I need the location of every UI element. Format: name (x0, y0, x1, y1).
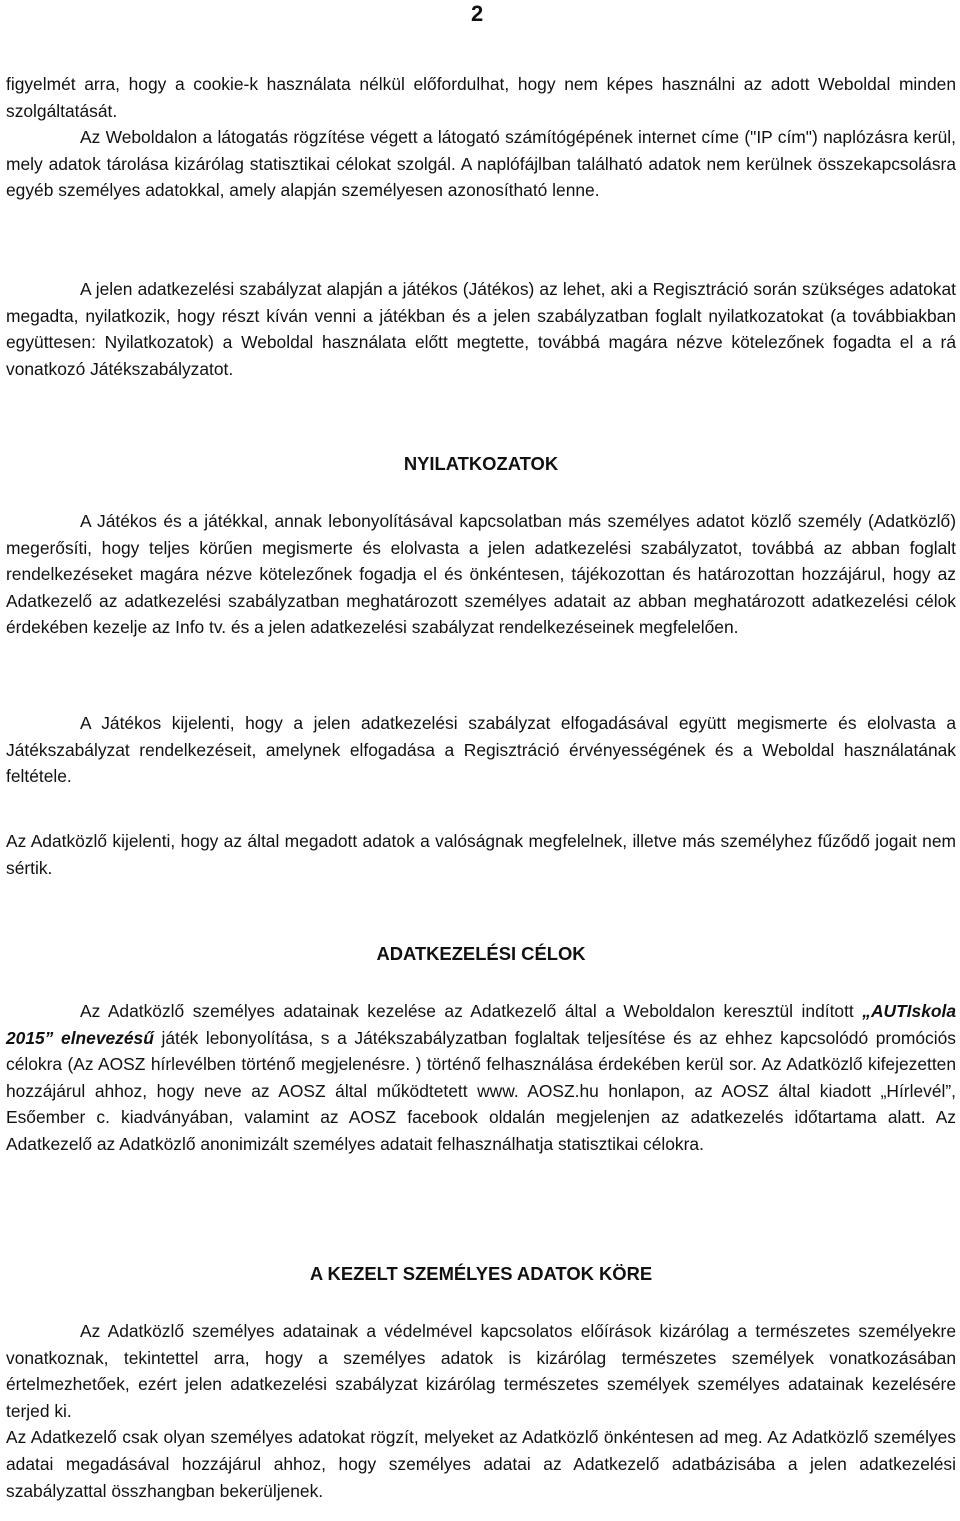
heading-kezelt-adatok-kore: A KEZELT SZEMÉLYES ADATOK KÖRE (309, 1263, 653, 1284)
player-definition-paragraph: A jelen adatkezelési szabályzat alapján a játékos (Játékos) az lehet, aki a Regisztráció során szükséges adatokat megadta, nyilatkozik, hogy részt kíván venni a játékban és a jelen szabályzatban foglalt nyilatkozatokat (a továbbiakban együttesen: Nyilatkozatok) a Weboldal használata előtt megtette, továbbá magára nézve kötelezőnek fogadta el a rá vonatkozó Játékszabályzatot. (6, 279, 956, 379)
heading-adatkezelesi-celok: ADATKEZELÉSI CÉLOK (376, 943, 586, 964)
kore-paragraph-1: Az Adatközlő személyes adatainak a védelmével kapcsolatos előírások kizárólag a természetes személyekre vonatkoznak, tekintettel arra, hogy a személyes adatok is kizárólag természetes személyek vonatkozásában értelmezhetőek, ezért jelen adatkezelési szabályzat kizárólag természetes személyek személyes adatainak kezelésére terjed ki. (6, 1321, 956, 1421)
cookie-paragraph: figyelmét arra, hogy a cookie-k használata nélkül előfordulhat, hogy nem képes használni az adott Weboldal minden szolgáltatását. (6, 74, 956, 121)
game-name: „AUTIskola 2015” elnevezésű (6, 1001, 956, 1048)
nyilatkozatok-paragraph-3: Az Adatközlő kijelenti, hogy az által megadott adatok a valóságnak megfelelnek, illetve más személyhez fűződő jogait nem sértik. (6, 831, 956, 878)
nyilatkozatok-paragraph-2: A Játékos kijelenti, hogy a jelen adatkezelési szabályzat elfogadásával együtt megismerte és elolvasta a Játékszabályzat rendelkezéseit, amelynek elfogadása a Regisztráció érvényességének és a Weboldal használatának feltétele. (6, 713, 956, 787)
ip-log-paragraph: Az Weboldalon a látogatás rögzítése végett a látogató számítógépének internet címe ("IP cím") naplózásra kerül, mely adatok tárolása kizárólag statisztikai célokat szolgál. A naplófájlban található adatok nem kerülnek összekapcsolásra egyéb személyes adatokkal, amely alapján személyesen azonosítható lenne. (6, 127, 956, 201)
kore-paragraph-2: Az Adatkezelő csak olyan személyes adatokat rögzít, melyeket az Adatközlő önkéntesen ad meg. Az Adatközlő személyes adatai megadásával hozzájárul ahhoz, hogy személyes adatai az Adatkezelő adatbázisába a jelen adatkezelési szabályzattal összhangban bekerüljenek. (6, 1427, 956, 1501)
celok-paragraph-rest: játék lebonyolítása, s a Játékszabályzatban foglaltak teljesítése és az ehhez kapcsolódó promóciós célokra (Az AOSZ hírlevélben történő megjelenésre. ) történő felhasználása érdekében kerül sor. Az Adatközlő kifejezetten hozzájárul ahhoz, hogy neve az AOSZ által működtetett www. AOSZ.hu honlapon, az AOSZ által kiadott „Hírlevél”, Esőember c. kiadványában, valamint az AOSZ facebook oldalán megjelenjen az adatkezelés időtartama alatt. Az Adatkezelő az Adatközlő anonimizált személyes adatait felhasználhatja statisztikai célokra. (6, 1027, 956, 1154)
nyilatkozatok-block (6, 508, 956, 641)
celok-paragraph (6, 998, 956, 1158)
player-definition-block (6, 276, 956, 382)
heading-nyilatkozatok: NYILATKOZATOK (403, 453, 559, 474)
nyilatkozatok-paragraph-1: A Játékos és a játékkal, annak lebonyolításával kapcsolatban más személyes adatot közlő személy (Adatközlő) megerősíti, hogy teljes körűen megismerte és elolvasta a jelen adatkezelési szabályzatot, továbbá az abban foglalt rendelkezéseket magára nézve kötelezőnek fogadja el és önkéntesen, tájékozottan és határozottan hozzájárul, hogy az Adatkezelő az adatkezelési szabályzatban meghatározott személyes adatait az abban meghatározott adatkezelési célok érdekében kezelje az Info tv. és a jelen adatkezelési szabályzat rendelkezéseinek megfelelően. (6, 511, 956, 638)
page-number: 2 (471, 1, 484, 26)
kore-block (6, 1318, 956, 1504)
intro-block (6, 71, 956, 204)
celok-block (6, 998, 956, 1158)
nyilatkozatok-block-3 (6, 828, 956, 881)
nyilatkozatok-block-2 (6, 710, 956, 790)
celok-paragraph-start: Az Adatközlő személyes adatainak kezelése az Adatkezelő által a Weboldalon keresztül indított (80, 1001, 863, 1021)
